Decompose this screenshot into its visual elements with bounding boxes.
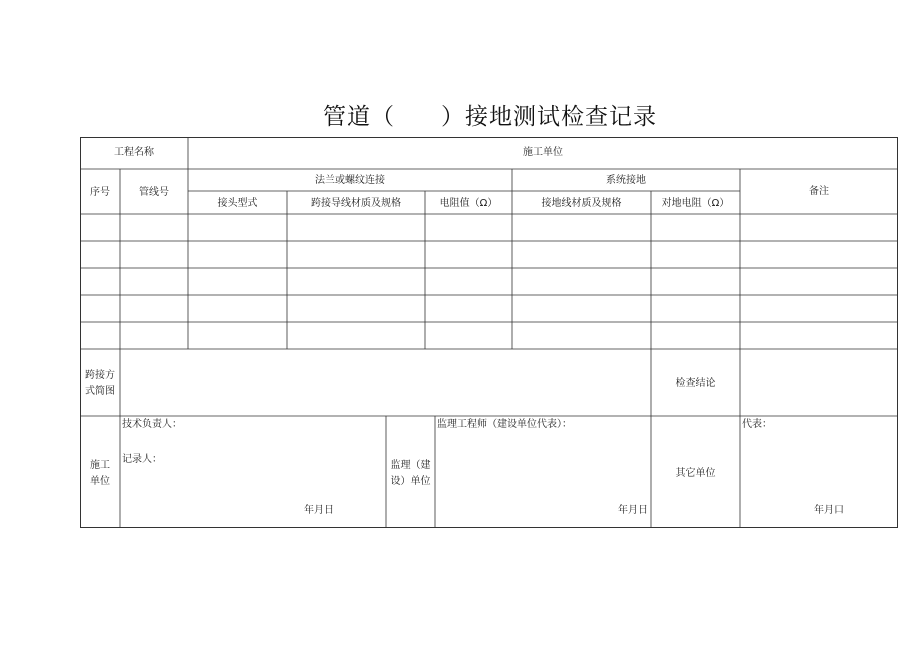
remarks-header: 备注	[809, 186, 829, 197]
system-ground-header: 系统接地	[606, 175, 646, 186]
project-name-label: 工程名称	[114, 147, 154, 158]
construction-unit-sign-line2: 单位	[90, 476, 110, 487]
sketch-label-line1: 跨接方	[85, 370, 115, 381]
representative-label: 代表：	[742, 419, 772, 430]
conclusion-label: 检查结论	[675, 378, 716, 389]
date-label-1: 年月日	[304, 505, 334, 516]
ground-resistance-header: 对地电阻（Ω）	[661, 198, 730, 209]
flange-group-header: 法兰或螺纹连接	[315, 175, 385, 186]
joint-type-header: 接头型式	[217, 198, 258, 209]
construction-unit-sign-line1: 施工	[90, 460, 110, 471]
supervision-unit-line2: 设）单位	[390, 476, 431, 487]
resistance-header: 电阻值（Ω）	[439, 198, 498, 209]
ground-wire-header: 接地线材质及规格	[541, 198, 622, 209]
inspection-record-table	[80, 137, 898, 528]
supervision-unit-line1: 监理（建	[390, 460, 431, 471]
tech-lead-label: 技术负责人：	[122, 419, 182, 430]
pipe-no-header: 管线号	[139, 187, 169, 198]
supervisor-label: 监理工程师（建设单位代表）：	[437, 419, 572, 430]
sketch-label-line2: 式简图	[85, 386, 115, 397]
recorder-label: 记录人：	[122, 454, 162, 465]
seq-no-header: 序号	[90, 187, 110, 198]
page-title: 管道（ ）接地测试检查记录	[323, 104, 657, 130]
date-label-2: 年月日	[618, 505, 648, 516]
bridge-wire-header: 跨接导线材质及规格	[311, 198, 401, 209]
construction-unit-label: 施工单位	[523, 147, 563, 158]
date-label-3: 年月口	[814, 505, 844, 516]
other-unit-label: 其它单位	[675, 468, 716, 479]
